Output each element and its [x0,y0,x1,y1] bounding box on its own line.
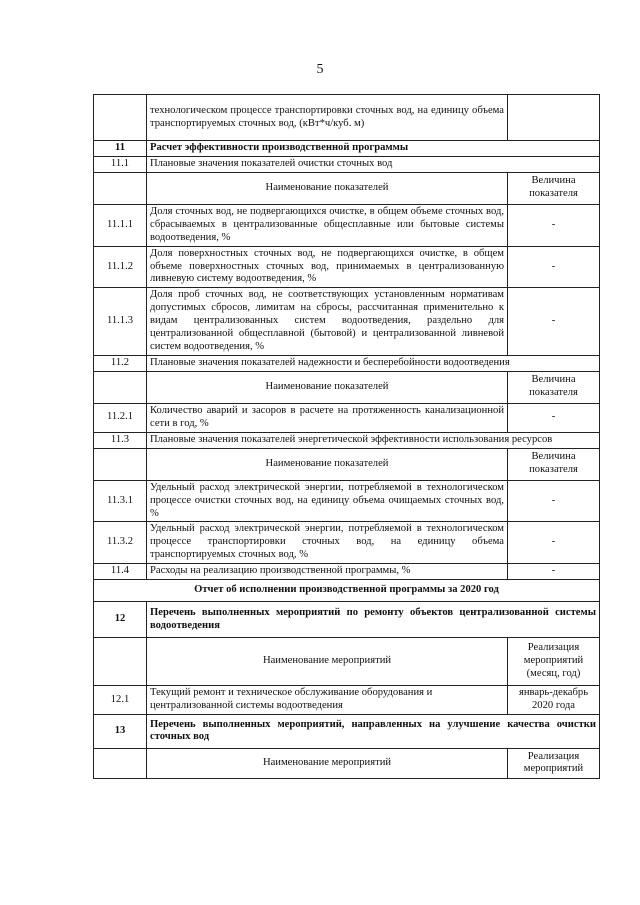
table-header-row [94,748,600,778]
header-empty-cell [94,448,147,480]
row-number-cell: 11.4 [94,564,147,580]
header-value-cell: Реализация мероприятий [508,748,600,778]
program-table [93,94,600,779]
table-row [94,403,600,432]
row-text-cell: Текущий ремонт и техническое обслуживание оборудования и централизованной системы водоотведения [147,686,508,715]
table-header-row [94,172,600,204]
row-number-cell [94,95,147,141]
row-value-cell: - [508,564,600,580]
table-header-row [94,638,600,686]
table-header-row [94,371,600,403]
row-value-cell: - [508,480,600,522]
section-row-13 [94,714,600,748]
page-number: 5 [316,62,324,77]
row-value-cell: - [508,246,600,288]
subsection-row-11-3 [94,432,600,448]
table-row [94,204,600,246]
row-text-cell: Доля сточных вод, не подвергающихся очистке, в общем объеме сточных вод, сбрасываемых в централизованные общесплавные или бытовые системы водоотведения, % [147,204,508,246]
table-row [94,95,600,141]
row-value-cell [508,95,600,141]
header-name-cell: Наименование мероприятий [147,748,508,778]
header-name-cell: Наименование показателей [147,448,508,480]
report-title-row [94,580,600,602]
row-number-cell: 11.3.1 [94,480,147,522]
row-text-cell: Расходы на реализацию производственной программы, % [147,564,508,580]
header-value-cell: Величина показателя [508,371,600,403]
section-number: 12 [94,602,147,638]
subsection-title: Плановые значения показателей очистки сточных вод [147,156,600,172]
row-text-cell: Удельный расход электрической энергии, потребляемой в технологическом процессе транспортировки сточных вод, на единицу объема транспортируемых сточных вод, % [147,522,508,564]
section-title: Перечень выполненных мероприятий по ремонту объектов централизованной системы водоотведения [147,602,600,638]
row-value-cell: - [508,403,600,432]
table-row [94,564,600,580]
report-title: Отчет об исполнении производственной программы за 2020 год [94,580,600,602]
header-name-cell: Наименование показателей [147,172,508,204]
row-number-cell: 12.1 [94,686,147,715]
row-value-cell: - [508,204,600,246]
section-title: Расчет эффективности производственной программы [147,141,600,157]
table-header-row [94,448,600,480]
table-row [94,686,600,715]
header-value-cell: Реализация мероприятий (месяц, год) [508,638,600,686]
row-number-cell: 11.1.2 [94,246,147,288]
header-name-cell: Наименование показателей [147,371,508,403]
row-value-cell: январь-декабрь 2020 года [508,686,600,715]
subsection-title: Плановые значения показателей энергетической эффективности использования ресурсов [147,432,600,448]
table-row [94,288,600,356]
table-row [94,480,600,522]
header-empty-cell [94,638,147,686]
section-row-12 [94,602,600,638]
header-empty-cell [94,371,147,403]
row-text-cell: Количество аварий и засоров в расчете на протяженность канализационной сети в год, % [147,403,508,432]
section-number: 13 [94,714,147,748]
subsection-row-11-2 [94,355,600,371]
section-row-11 [94,141,600,157]
row-text-cell: технологическом процессе транспортировки сточных вод, на единицу объема транспортируемых сточных вод, (кВт*ч/куб. м) [147,95,508,141]
row-text-cell: Доля поверхностных сточных вод, не подвергающихся очистке, в общем объеме поверхностных сточных вод, принимаемых в централизованную ливневую систему водоотведения, % [147,246,508,288]
table-row [94,522,600,564]
subsection-number: 11.3 [94,432,147,448]
row-value-cell: - [508,522,600,564]
row-value-cell: - [508,288,600,356]
table-row [94,246,600,288]
subsection-number: 11.2 [94,355,147,371]
header-value-cell: Величина показателя [508,172,600,204]
subsection-title: Плановые значения показателей надежности и бесперебойности водоотведения [147,355,600,371]
header-value-cell: Величина показателя [508,448,600,480]
section-title: Перечень выполненных мероприятий, направленных на улучшение качества очистки сточных вод [147,714,600,748]
row-number-cell: 11.3.2 [94,522,147,564]
header-empty-cell [94,748,147,778]
row-number-cell: 11.1.3 [94,288,147,356]
header-name-cell: Наименование мероприятий [147,638,508,686]
header-empty-cell [94,172,147,204]
section-number: 11 [94,141,147,157]
row-text-cell: Доля проб сточных вод, не соответствующих установленным нормативам допустимых сбросов, лимитам на сбросы, рассчитанная применительно к видам централизованных систем водоотведения, раздельно для централизованной общесплавной (бытовой) и централизованной ливневой систем водоотведения, % [147,288,508,356]
row-text-cell: Удельный расход электрической энергии, потребляемой в технологическом процессе очистки сточных вод, на единицу объема очищаемых сточных вод, % [147,480,508,522]
subsection-number: 11.1 [94,156,147,172]
row-number-cell: 11.2.1 [94,403,147,432]
row-number-cell: 11.1.1 [94,204,147,246]
subsection-row-11-1 [94,156,600,172]
